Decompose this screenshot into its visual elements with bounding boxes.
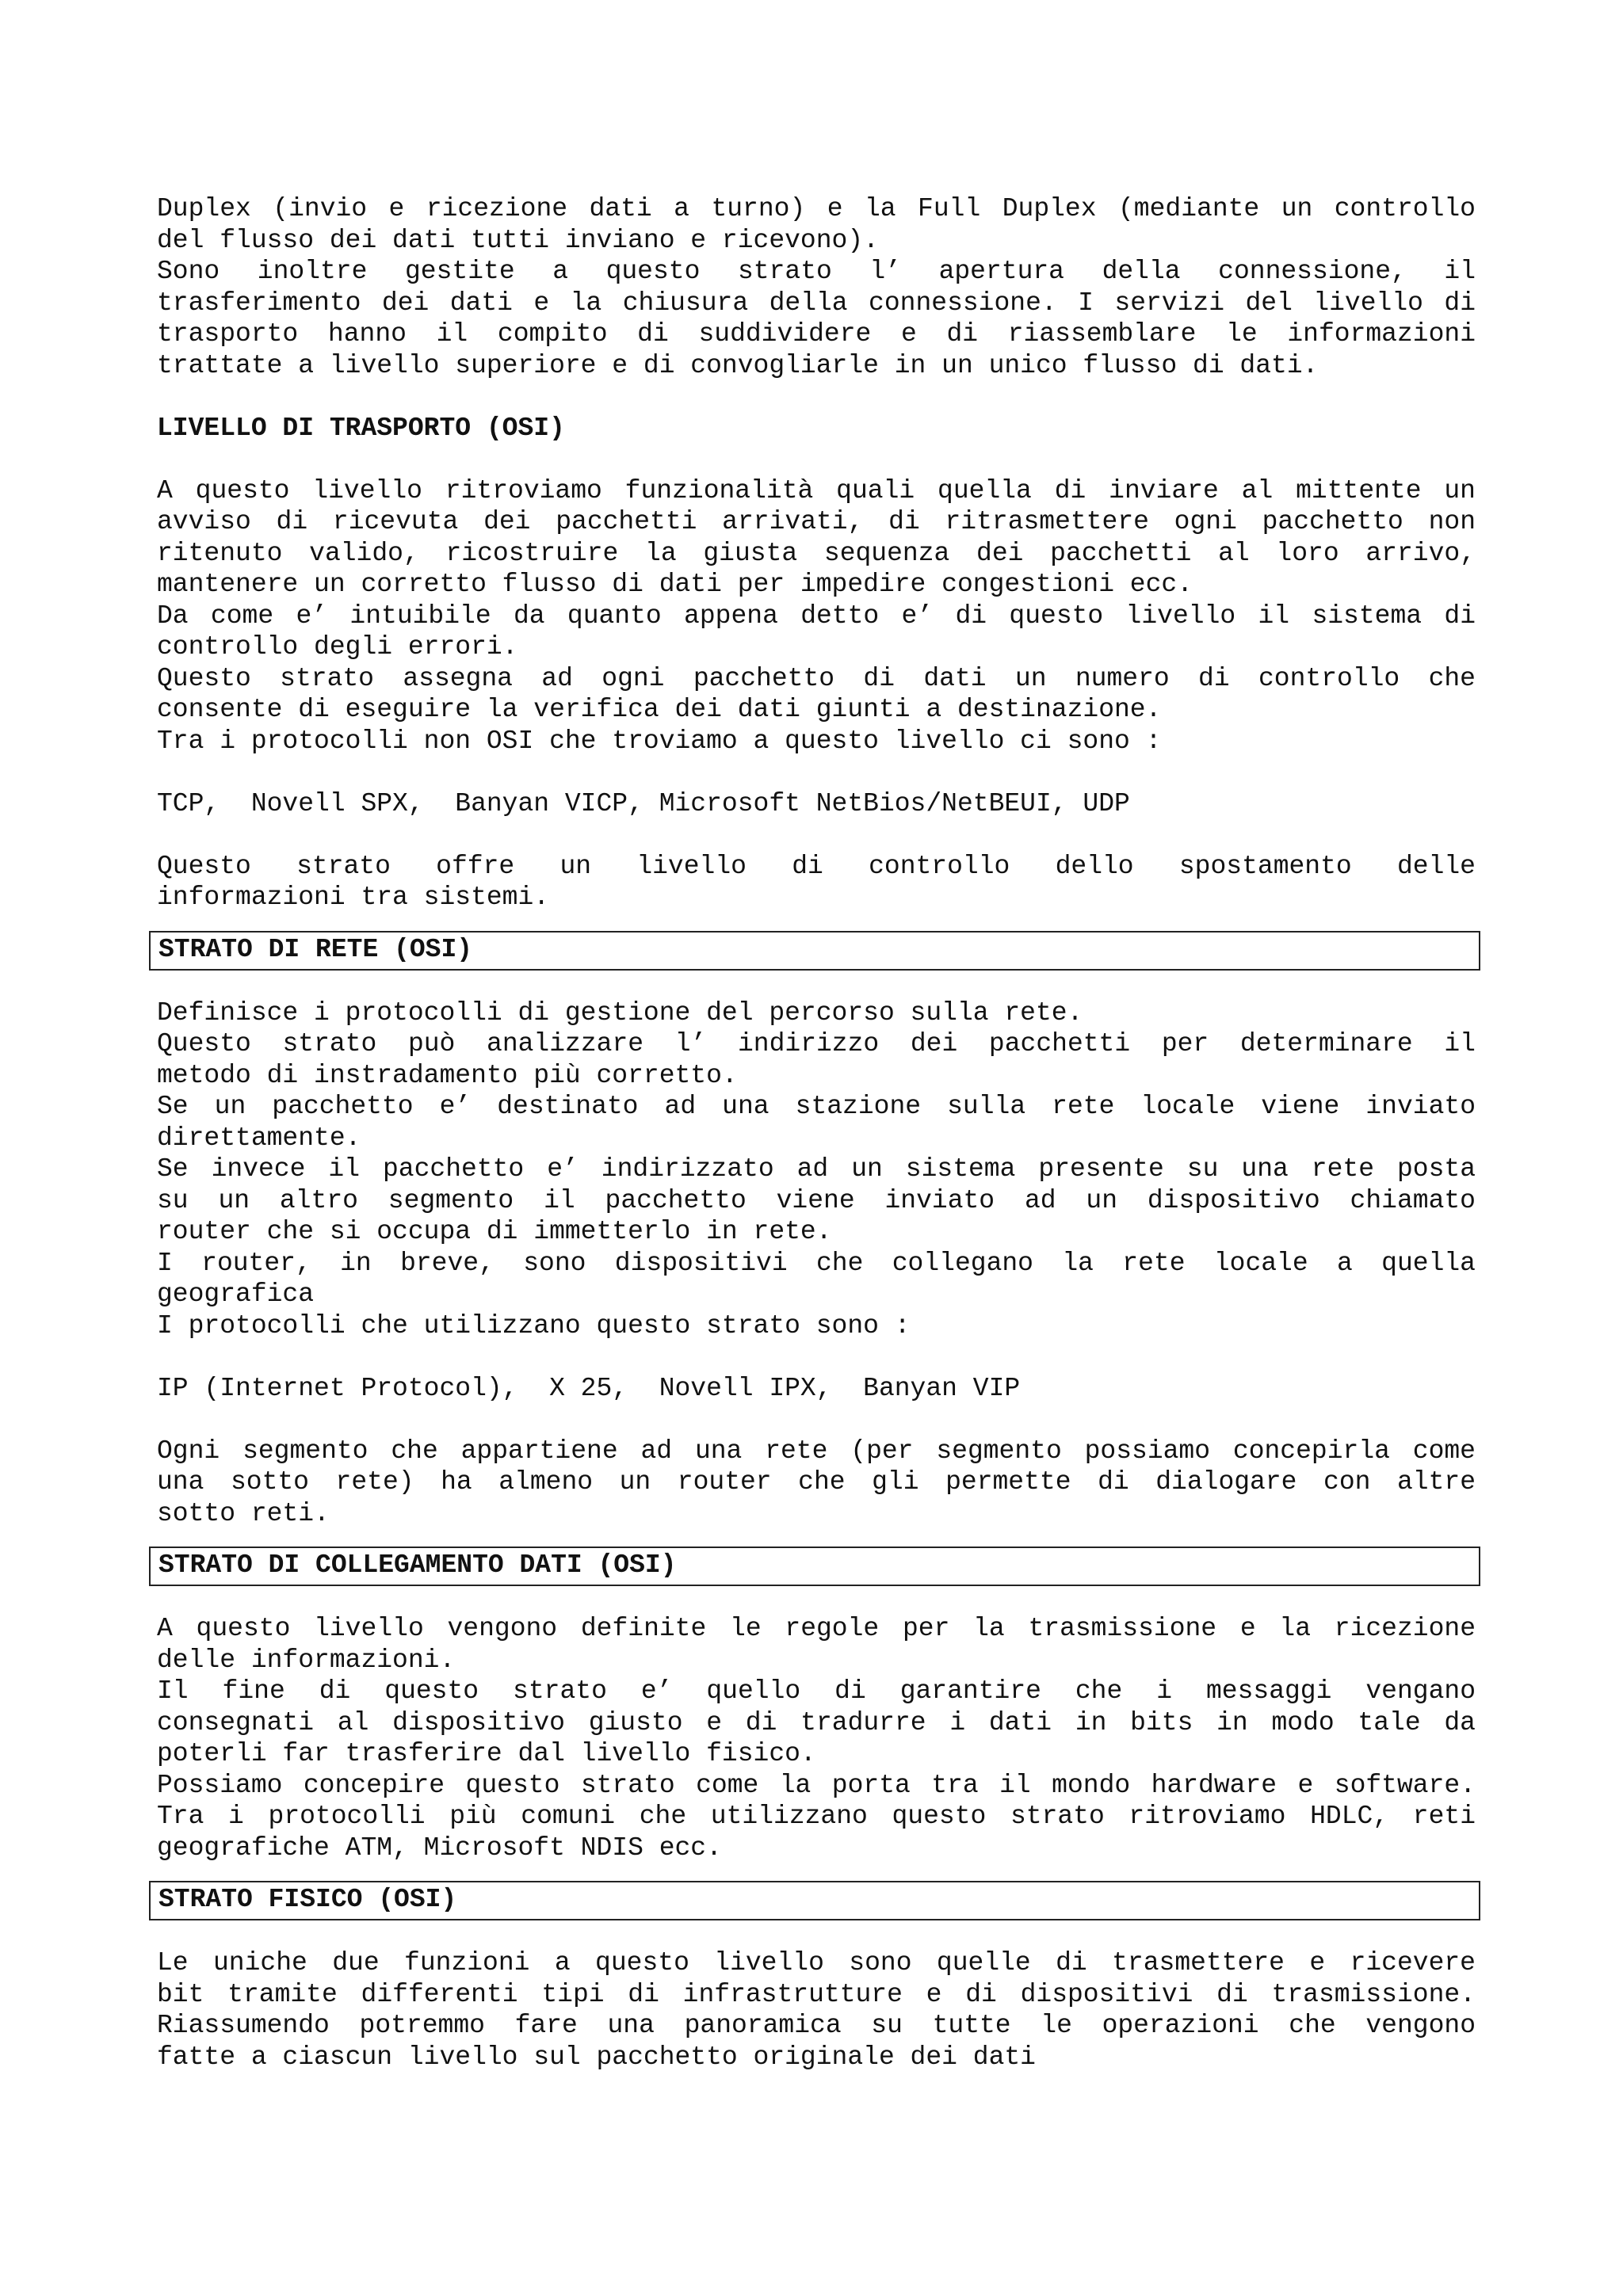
rete-protocols: [157, 1373, 1476, 1405]
text-line: trattate a livello superiore e di convogliarle in un unico flusso di dati.: [157, 350, 1319, 380]
text-line: A questo livello ritroviamo funzionalità quali quella di inviare al mittente un: [157, 475, 1476, 505]
text-line: consente di eseguire la verifica dei dati giunti a destinazione.: [157, 695, 1162, 724]
text-line: Tra i protocolli più comuni che utilizzano questo strato ritroviamo HDLC, reti: [157, 1802, 1476, 1831]
text-line: avviso di ricevuta dei pacchetti arrivati, di ritrasmettere ogni pacchetto non: [157, 507, 1476, 536]
text-line: su un altro segmento il pacchetto viene inviato ad un dispositivo chiamato: [157, 1185, 1476, 1215]
text-line: trasporto hanno il compito di suddividere e di riassemblare le informazioni: [157, 319, 1476, 349]
fisico-paragraph: [157, 1947, 1476, 2073]
protocol-list: IP (Internet Protocol), X 25, Novell IPX, Banyan VIP: [157, 1373, 1021, 1403]
text-line: geografica: [157, 1280, 315, 1309]
text-line: Questo strato può analizzare l’ indirizzo dei pacchetti per determinare il: [157, 1029, 1476, 1058]
section-heading-rete: STRATO DI RETE (OSI): [149, 931, 1480, 971]
text-line: consegnati al dispositivo giusto e di tradurre i dati in bits in modo tale da: [157, 1707, 1476, 1737]
text-line: sotto reti.: [157, 1498, 330, 1528]
trasporto-paragraph: [157, 475, 1476, 757]
text-line: del flusso dei dati tutti inviano e ricevono).: [157, 225, 879, 255]
text-line: Duplex (invio e ricezione dati a turno) e la Full Duplex (mediante un controllo: [157, 194, 1476, 223]
text-line: bit tramite differenti tipi di infrastrutture e di dispositivi di trasmissione.: [157, 1979, 1476, 2009]
text-line: fatte a ciascun livello sul pacchetto originale dei dati: [157, 2042, 1036, 2072]
document-page: [157, 193, 1476, 2073]
text-line: Da come e’ intuibile da quanto appena detto e’ di questo livello il sistema di: [157, 601, 1476, 631]
text-line: Se un pacchetto e’ destinato ad una stazione sulla rete locale viene inviato: [157, 1092, 1476, 1121]
text-line: ritenuto valido, ricostruire la giusta sequenza dei pacchetti al loro arrivo,: [157, 538, 1476, 568]
text-line: poterli far trasferire dal livello fisico.: [157, 1739, 816, 1768]
text-line: Possiamo concepire questo strato come la porta tra il mondo hardware e software.: [157, 1770, 1476, 1800]
text-line: Il fine di questo strato e’ quello di garantire che i messaggi vengano: [157, 1676, 1476, 1706]
text-line: A questo livello vengono definite le regole per la trasmissione e la ricezione: [157, 1614, 1476, 1643]
rete-paragraph: [157, 997, 1476, 1342]
text-line: Questo strato offre un livello di controllo dello spostamento delle: [157, 851, 1476, 881]
text-line: I protocolli che utilizzano questo strato sono :: [157, 1310, 911, 1341]
protocol-list: TCP, Novell SPX, Banyan VICP, Microsoft NetBios/NetBEUI, UDP: [157, 788, 1130, 818]
text-line: informazioni tra sistemi.: [157, 883, 550, 912]
trasporto-protocols: [157, 788, 1476, 820]
text-line: delle informazioni.: [157, 1645, 456, 1675]
text-line: una sotto rete) ha almeno un router che gli permette di dialogare con altre: [157, 1467, 1476, 1497]
intro-paragraph: [157, 193, 1476, 381]
text-line: trasferimento dei dati e la chiusura della connessione. I servizi del livello di: [157, 288, 1476, 318]
collegamento-paragraph: [157, 1613, 1476, 1863]
text-line: Le uniche due funzioni a questo livello sono quelle di trasmettere e ricevere: [157, 1948, 1476, 1978]
text-line: Definisce i protocolli di gestione del percorso sulla rete.: [157, 997, 1083, 1028]
text-line: Tra i protocolli non OSI che troviamo a questo livello ci sono :: [157, 726, 1162, 756]
text-line: Riassumendo potremmo fare una panoramica su tutte le operazioni che vengono: [157, 2011, 1476, 2040]
text-line: Questo strato assegna ad ogni pacchetto di dati un numero di controllo che: [157, 663, 1476, 693]
text-line: geografiche ATM, Microsoft NDIS ecc.: [157, 1833, 722, 1863]
text-line: metodo di instradamento più corretto.: [157, 1060, 738, 1090]
section-heading-trasporto: LIVELLO DI TRASPORTO (OSI): [157, 413, 565, 443]
text-line: Ogni segmento che appartiene ad una rete (per segmento possiamo concepirla come: [157, 1436, 1476, 1466]
text-line: direttamente.: [157, 1123, 361, 1153]
section-heading-collegamento: STRATO DI COLLEGAMENTO DATI (OSI): [149, 1547, 1480, 1586]
text-line: mantenere un corretto flusso di dati per impedire congestioni ecc.: [157, 570, 1193, 599]
text-line: controllo degli errori.: [157, 632, 518, 662]
text-line: Sono inoltre gestite a questo strato l’ apertura della connessione, il: [157, 257, 1476, 286]
trasporto-paragraph-2: [157, 851, 1476, 913]
text-line: Se invece il pacchetto e’ indirizzato ad un sistema presente su una rete posta: [157, 1154, 1476, 1184]
text-line: I router, in breve, sono dispositivi che collegano la rete locale a quella: [157, 1248, 1476, 1278]
text-line: router che si occupa di immetterlo in rete.: [157, 1217, 832, 1246]
section-heading-fisico: STRATO FISICO (OSI): [149, 1881, 1480, 1920]
rete-paragraph-2: [157, 1436, 1476, 1530]
